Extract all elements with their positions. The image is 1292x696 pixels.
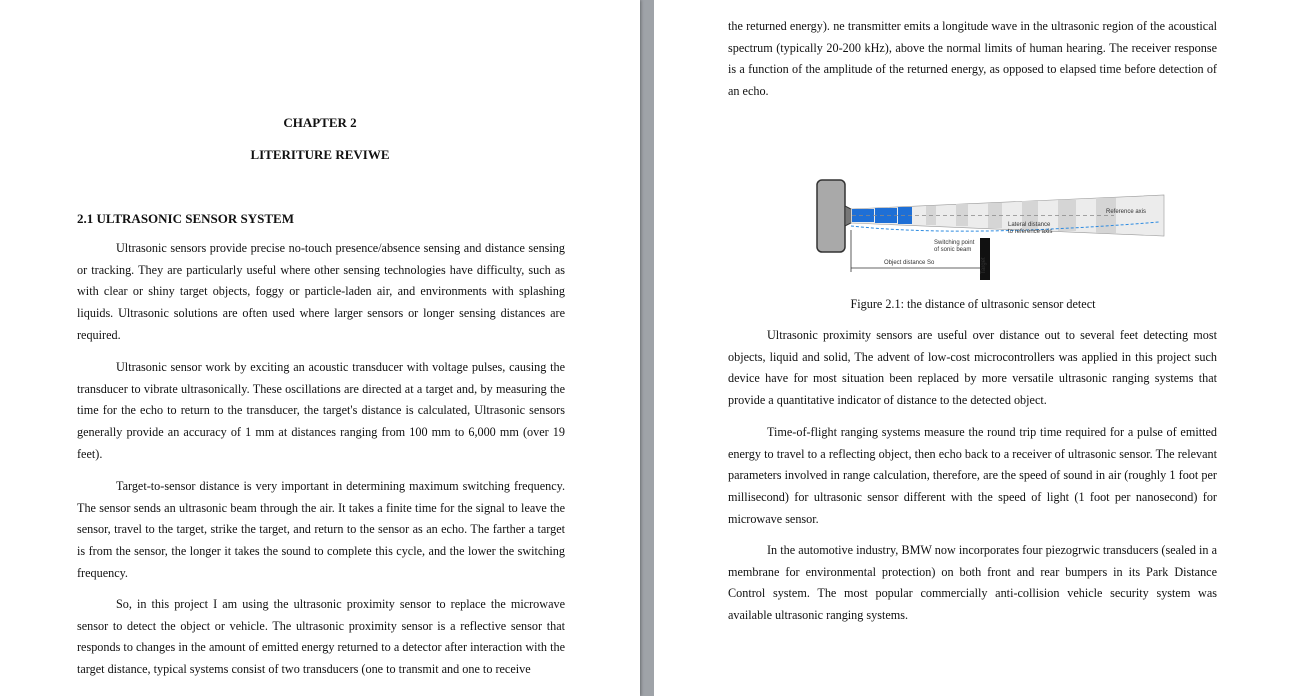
lateral-label-line2: to reference axis [1008, 229, 1053, 235]
document-page-right [654, 0, 1292, 696]
target-label: Target [981, 257, 987, 274]
reference-axis-label: Reference axis [1106, 209, 1147, 215]
chapter-number: CHAPTER 2 [283, 115, 357, 130]
figure-caption: Figure 2.1: the distance of ultrasonic sensor detect [850, 297, 1096, 311]
sensor-housing [817, 180, 845, 252]
object-distance-label: Object distance So [884, 260, 935, 266]
sensor-head [845, 206, 851, 226]
document-page-left [0, 0, 640, 696]
switching-label-line2: of sonic beam [934, 247, 972, 253]
paragraph: Ultrasonic sensors provide precise no-touch presence/absence sensing and distance sensing or tracking. They are particularly useful where other sensing technologies have difficulty, such as with clear or shiny target objects, foggy or particle-laden air, and environments with splashing liquids. Ultrasonic solutions are often used where larger sensors or longer sensing distances are required. [77, 241, 565, 342]
section-heading: 2.1 ULTRASONIC SENSOR SYSTEM [77, 211, 294, 226]
chapter-title: LITERITURE REVIWE [250, 147, 390, 162]
paragraph: Ultrasonic proximity sensors are useful over distance out to several feet detecting most objects, liquid and solid, The advent of low-cost microcontrollers was applied in this project such device have for most situation been replaced by more versatile ultrasonic ranging systems that provide a quantitative indicator of distance to the detected object. [728, 328, 1217, 408]
ultrasonic-sensor-figure [814, 176, 1169, 284]
paragraph: In the automotive industry, BMW now incorporates four piezogrwic transducers (sealed in a membrane for environmental protection) on both front and rear bumpers in its Park Distance Control system. The most popular commercially anti-collision vehicle security system was available ultrasonic ranging systems. [728, 543, 1217, 623]
paragraph: Time-of-flight ranging systems measure the round trip time required for a pulse of emitted energy to travel to a reflecting object, then echo back to a receiver of ultrasonic sensor. The relevant parameters involved in range calculation, therefore, are the speed of sound in air (roughly 1 foot per millisecond) for ultrasonic sensor different with the speed of light (1 foot per nanosecond) for microwave sensor. [728, 425, 1217, 526]
switching-label-line1: Switching point [934, 240, 975, 246]
beam-core-segment [875, 208, 897, 223]
paragraph: the returned energy). ne transmitter emits a longitude wave in the ultrasonic region of the acoustical spectrum (typically 20-200 kHz), above the normal limits of human hearing. The receiver response is a function of the amplitude of the returned energy, as opposed to elapsed time before detection of an echo. [728, 19, 1217, 99]
paragraph: Target-to-sensor distance is very important in determining maximum switching frequency. The sensor sends an ultrasonic beam through the air. It takes a finite time for the signal to leave the sensor, travel to the target, strike the target, and return to the sensor as an echo. The farther a target is from the sensor, the longer it takes the sound to complete this cycle, and the lower the switching frequency. [77, 479, 565, 580]
paragraph: Ultrasonic sensor work by exciting an acoustic transducer with voltage pulses, causing the transducer to vibrate ultrasonically. These oscillations are directed at a target and, by measuring the time for the echo to return to the transducer, the target's distance is calculated, Ultrasonic sensors generally provide an accuracy of 1 mm at distances ranging from 100 mm to 6,000 mm (over 19 feet). [77, 360, 565, 461]
lateral-label-line1: Lateral distance [1008, 222, 1051, 228]
paragraph: So, in this project I am using the ultrasonic proximity sensor to replace the microwave sensor to detect the object or vehicle. The ultrasonic proximity sensor is a reflective sensor that responds to changes in the amount of emitted energy returned to a detector after interaction with the target distance, typical systems consist of two transducers (one to transmit and one to receive [77, 597, 565, 677]
